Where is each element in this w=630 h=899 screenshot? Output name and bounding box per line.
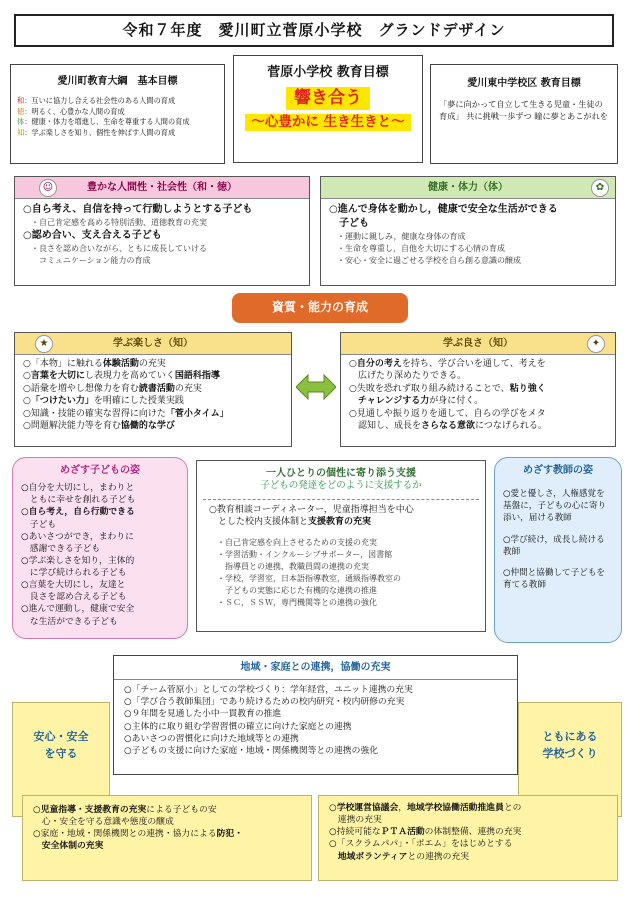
support-item: ・自己肯定感を向上させるための支援の充実 [217,537,377,547]
ideal-child-box [12,457,188,639]
ideal-teacher-box [494,457,622,643]
page-title: 令和７年度 愛川町立菅原小学校 グランドデザイン [14,14,614,47]
flower-character-icon: ✿ [591,179,609,197]
community-line: ○子どもの支援に向けた家庭・地域・関係機関等との連携の強化 [124,745,378,756]
health-lead-1: ○進んで身体を動かし，健康で安全な生活ができる [329,204,558,215]
town-goal-item: 知：学ぶ楽しさを知り、個性を伸ばす人間の育成 [17,127,176,137]
goodness-line-3: ○見通しや振り返りを通して、自らの学びをメタ [349,408,546,419]
child-line: ○言葉を大切にし，友達と [21,580,126,591]
humanity-lead-2: ○認め合い、支え合える子ども [23,230,162,241]
child-line: ○自分を大切にし，まわりと [21,483,135,494]
support-subtitle: 子どもの発達をどのように支援するか [260,480,422,492]
school-goal-main: 響き合う [286,87,370,109]
town-goal-item: 徳：明るく、心豊かな人間の育成 [17,106,125,116]
humanity-sub-2: ・良さを認め合いながら、ともに成長していける [31,244,207,253]
community-header: 地域・家庭との連携，協働の充実 [114,656,517,680]
together-line-4: ○「スクラムパパ」・「ポエム」をはじめとする [329,839,513,850]
goodness-line-2b: チャレンジする力が身に付く。 [349,396,484,407]
fun-line-1: ○「本物」に触れる体験活動の充実 [23,359,166,369]
together-actions-box [318,795,618,881]
support-item: 指導員との連携，教職員間の連携の充実 [217,561,369,571]
fairy-character-icon: ✦ [587,335,605,353]
together-label: ともにある 学校づくり [542,730,598,760]
community-line: ○「学び合う教師集団」であり続けるための校内研究・校内研修の充実 [124,697,405,708]
child-line: 子ども [21,519,57,530]
safety-line-4: 安全体制の充実 [33,841,104,852]
safety-line-3: ○家庭・地域・関係機関との連携・協力による防犯・ [33,829,244,840]
support-lead: ○教育相談コーディネーター，児童指導担当を中心 [209,504,414,515]
safety-line-2: 心・安全を守る意識や態度の醸成 [33,817,174,828]
child-line: 感謝できる子ども [21,543,101,554]
together-line-3: ○持続可能なＰＴＡ活動の体制整備、連携の充実 [329,827,522,838]
community-line: ○あいさつの習慣化に向けた地域等との連携 [124,733,299,744]
town-goal-item: 体：健康・体力を増進し、生命を尊重する人間の育成 [17,117,190,127]
fun-line-2: ○言葉を大切にし表現力を高めていく国語科指導 [23,371,220,382]
fun-line-3: ○語彙を増やし想像力を育む読書活動の充実 [23,383,202,394]
safety-label: 安心・安全 を守る [33,730,89,760]
fun-line-6: ○問題解決能力等を育む協働的な学び [23,421,175,432]
humanity-sub-2b: コミュニケーション能力の育成 [31,256,151,265]
support-item: 子どもの実態に応じた有機的な連携の推進 [217,585,377,595]
child-line: ○進んで運動し，健康で安全 [21,604,135,615]
goodness-header: 学ぶ良さ（知） ✦ [341,333,615,355]
town-goal-item: 和：互いに協力し合える社会性のある人間の育成 [17,96,176,106]
goodness-line-3b: 認知し、成長をさらなる意欲につなげられる。 [349,421,547,432]
community-line: ○主体的に取り組む学習習慣の確立に向けた家庭との連携 [124,721,352,732]
teacher-line-1: ○愛と優しさ，人権感覚を基盤に，子どもの心に寄り添い，届ける教師 [503,489,607,523]
health-sub-2: ・生命を尊重し，自他を大切にする心情の育成 [337,244,505,253]
ideal-teacher-heading: めざす教師の姿 [523,465,593,476]
health-header: 健康・体力（体） ✿ [321,177,615,199]
support-title: 一人ひとりの個性に寄り添う支援 [266,468,416,479]
child-character-icon: ☺ [39,179,57,197]
goodness-line-2: ○失敗を恐れず取り組み続けることで、粘り強く [349,383,546,394]
town-goals-heading: 愛川町教育大綱 基本目標 [57,76,178,87]
support-item: ・学校，学習室，日本語指導教室，通級指導教室の [217,573,401,583]
health-section [320,176,616,286]
health-sub-3: ・安心・安全に過ごせる学校を自ら創る意識の醸成 [337,256,521,265]
fun-line-4: ○「つけたい力」を明確にした授業実践 [23,396,184,407]
child-line: ○学ぶ楽しさを知り，主体的 [21,555,135,566]
safety-actions-box [22,795,312,881]
school-goal-box [233,55,423,163]
child-line: な生活ができる子ども [21,616,118,627]
child-line: ○あいさつができ，まわりに [21,531,134,542]
together-line-2: 連携の充実 [329,815,382,826]
goodness-line-1b: 広げたり深めたりできる。 [349,371,467,382]
individual-support-box [196,460,486,632]
humanity-sub-1: ・自己肯定感を高める特別活動、道徳教育の充実 [31,218,207,227]
child-line: ともに幸せを創れる子ども [21,495,136,506]
child-line: ○自ら考え，自ら行動できる [21,507,135,518]
fun-header: ★ 学ぶ楽しさ（知） [15,333,291,355]
support-lead-b: とした校内支援体制と支援教育の充実 [209,517,372,528]
school-goal-heading: 菅原小学校 教育目標 [267,65,389,80]
fun-of-learning-section [14,332,292,447]
together-line-5: 地域ボランティアとの連携の充実 [337,851,470,862]
goodness-of-learning-section [340,332,616,447]
humanity-section [14,176,310,286]
support-item: ・ＳＣ，ＳＳＷ，専門機関等との連携の強化 [217,597,377,607]
support-item: ・学習活動・インクルーシブサポーター，図書館 [217,549,393,559]
child-line: に学び続けられる子ども [21,568,127,579]
health-lead-1b: 子ども [329,218,369,229]
town-goals-box [10,64,225,164]
district-goal-heading: 愛川東中学校区 教育目標 [467,78,581,89]
teacher-line-3: ○仲間と協働して子どもを育てる教師 [503,568,606,591]
humanity-header: ☺ 豊かな人間性・社会性（和・徳） [15,177,309,199]
together-line-1: ○学校運営協議会，地域学校協働活動推進員との [329,803,522,813]
capability-banner: 資質・能力の育成 [232,293,408,323]
humanity-lead-1: ○自ら考え、自信を持って行動しようとする子ども [23,204,253,215]
district-goal-text: 「夢に向かって自立して生きる児童・生徒の育成」 共に挑戦一歩ずつ 瞳に夢とあこがれを [439,99,608,122]
teacher-line-2: ○学び続け，成長し続ける教師 [503,534,605,557]
safety-line-1: ○児童指導・支援教育の充実による子どもの安 [33,805,217,815]
community-collaboration-box [113,655,518,775]
health-sub-1: ・運動に親しみ，健康な身体の育成 [337,232,466,241]
goodness-line-1: ○自分の考えを持ち、学び合いを通して、考えを [349,359,546,369]
district-goal-box [430,64,618,164]
community-line: ○９年間を見通した小中一貫教育の推進 [124,709,282,720]
double-arrow-icon [296,372,336,402]
fun-line-5: ○知識・技能の確実な習得に向けた「菅小タイム」 [23,408,229,419]
community-line: ○「チーム菅原小」としての学校づくり：学年経営，ユニット連携の充実 [124,685,413,696]
ideal-child-heading: めざす子どもの姿 [60,465,140,476]
school-goal-sub: ～心豊かに 生き生きと～ [245,114,410,132]
star-character-icon: ★ [35,335,53,353]
child-line: 良さを認め合える子ども [21,592,127,603]
